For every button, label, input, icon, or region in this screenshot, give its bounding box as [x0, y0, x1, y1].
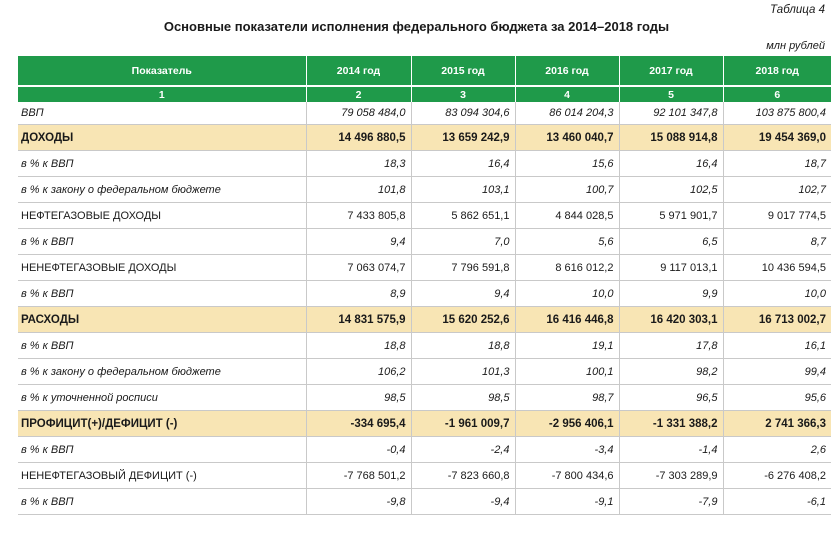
- cell-value: 100,7: [515, 177, 619, 203]
- cell-value: 9 017 774,5: [723, 203, 831, 229]
- cell-value: 102,7: [723, 177, 831, 203]
- column-header: 2018 год: [723, 56, 831, 86]
- cell-value: 96,5: [619, 385, 723, 411]
- row-label: в % к закону о федеральном бюджете: [18, 359, 306, 385]
- cell-value: 7,0: [411, 229, 515, 255]
- column-number: 6: [723, 86, 831, 102]
- column-header: 2015 год: [411, 56, 515, 86]
- row-label: в % к ВВП: [18, 229, 306, 255]
- cell-value: 106,2: [306, 359, 411, 385]
- cell-value: 10,0: [723, 281, 831, 307]
- cell-value: 16,1: [723, 333, 831, 359]
- cell-value: 98,5: [411, 385, 515, 411]
- table-row: [18, 203, 831, 229]
- row-label: НЕФТЕГАЗОВЫЕ ДОХОДЫ: [18, 203, 306, 229]
- cell-value: 101,3: [411, 359, 515, 385]
- row-label: в % к ВВП: [18, 281, 306, 307]
- cell-value: -0,4: [306, 437, 411, 463]
- cell-value: 16 416 446,8: [515, 307, 619, 333]
- column-header: 2016 год: [515, 56, 619, 86]
- cell-value: 98,5: [306, 385, 411, 411]
- table-body: [18, 102, 831, 515]
- cell-value: 10 436 594,5: [723, 255, 831, 281]
- budget-table: [18, 56, 831, 515]
- cell-value: 14 496 880,5: [306, 125, 411, 151]
- table-row: [18, 307, 831, 333]
- cell-value: 101,8: [306, 177, 411, 203]
- cell-value: -9,1: [515, 489, 619, 515]
- cell-value: 13 659 242,9: [411, 125, 515, 151]
- cell-value: 9,4: [306, 229, 411, 255]
- cell-value: -1,4: [619, 437, 723, 463]
- cell-value: 8,7: [723, 229, 831, 255]
- cell-value: 95,6: [723, 385, 831, 411]
- column-header: 2017 год: [619, 56, 723, 86]
- row-label: в % к уточненной росписи: [18, 385, 306, 411]
- cell-value: 18,8: [306, 333, 411, 359]
- cell-value: 5,6: [515, 229, 619, 255]
- cell-value: 5 971 901,7: [619, 203, 723, 229]
- cell-value: -334 695,4: [306, 411, 411, 437]
- cell-value: 8 616 012,2: [515, 255, 619, 281]
- row-label: РАСХОДЫ: [18, 307, 306, 333]
- cell-value: -9,8: [306, 489, 411, 515]
- cell-value: -3,4: [515, 437, 619, 463]
- cell-value: -7 303 289,9: [619, 463, 723, 489]
- column-number-row: [18, 86, 831, 102]
- table-row: [18, 281, 831, 307]
- cell-value: 5 862 651,1: [411, 203, 515, 229]
- cell-value: 18,8: [411, 333, 515, 359]
- table-number: Таблица 4: [770, 4, 825, 16]
- cell-value: 102,5: [619, 177, 723, 203]
- table-row: [18, 359, 831, 385]
- cell-value: 8,9: [306, 281, 411, 307]
- cell-value: 98,7: [515, 385, 619, 411]
- row-label: в % к ВВП: [18, 489, 306, 515]
- table-row: [18, 229, 831, 255]
- cell-value: 7 433 805,8: [306, 203, 411, 229]
- column-header: 2014 год: [306, 56, 411, 86]
- row-label: в % к ВВП: [18, 437, 306, 463]
- row-label: в % к ВВП: [18, 151, 306, 177]
- table-row: [18, 125, 831, 151]
- cell-value: -7 768 501,2: [306, 463, 411, 489]
- cell-value: 19 454 369,0: [723, 125, 831, 151]
- column-number: 5: [619, 86, 723, 102]
- cell-value: 17,8: [619, 333, 723, 359]
- cell-value: -2,4: [411, 437, 515, 463]
- cell-value: 2,6: [723, 437, 831, 463]
- row-label: НЕНЕФТЕГАЗОВЫЕ ДОХОДЫ: [18, 255, 306, 281]
- row-label: в % к закону о федеральном бюджете: [18, 177, 306, 203]
- cell-value: -7,9: [619, 489, 723, 515]
- cell-value: 13 460 040,7: [515, 125, 619, 151]
- cell-value: 92 101 347,8: [619, 102, 723, 125]
- table-row: [18, 255, 831, 281]
- cell-value: 14 831 575,9: [306, 307, 411, 333]
- cell-value: 9,4: [411, 281, 515, 307]
- row-label: ДОХОДЫ: [18, 125, 306, 151]
- table-row: [18, 437, 831, 463]
- row-label: ВВП: [18, 102, 306, 125]
- cell-value: 19,1: [515, 333, 619, 359]
- cell-value: -2 956 406,1: [515, 411, 619, 437]
- cell-value: 2 741 366,3: [723, 411, 831, 437]
- cell-value: 7 796 591,8: [411, 255, 515, 281]
- table-row: [18, 385, 831, 411]
- cell-value: 15 088 914,8: [619, 125, 723, 151]
- cell-value: 16 420 303,1: [619, 307, 723, 333]
- cell-value: -1 331 388,2: [619, 411, 723, 437]
- cell-value: 4 844 028,5: [515, 203, 619, 229]
- cell-value: 86 014 204,3: [515, 102, 619, 125]
- table-row: [18, 489, 831, 515]
- cell-value: 10,0: [515, 281, 619, 307]
- cell-value: 16,4: [619, 151, 723, 177]
- column-number: 2: [306, 86, 411, 102]
- cell-value: 79 058 484,0: [306, 102, 411, 125]
- cell-value: 18,7: [723, 151, 831, 177]
- units-label: млн рублей: [766, 40, 825, 52]
- table-row: [18, 177, 831, 203]
- cell-value: 100,1: [515, 359, 619, 385]
- table-row: [18, 102, 831, 125]
- page-title: Основные показатели исполнения федерального бюджета за 2014–2018 годы: [163, 19, 670, 34]
- table-row: [18, 333, 831, 359]
- row-label: в % к ВВП: [18, 333, 306, 359]
- table-row: [18, 151, 831, 177]
- column-number: 4: [515, 86, 619, 102]
- column-header: Показатель: [18, 56, 306, 86]
- column-number: 3: [411, 86, 515, 102]
- cell-value: -6 276 408,2: [723, 463, 831, 489]
- cell-value: 6,5: [619, 229, 723, 255]
- table-row: [18, 463, 831, 489]
- cell-value: -9,4: [411, 489, 515, 515]
- cell-value: 103 875 800,4: [723, 102, 831, 125]
- cell-value: 103,1: [411, 177, 515, 203]
- cell-value: -6,1: [723, 489, 831, 515]
- cell-value: 15,6: [515, 151, 619, 177]
- cell-value: 18,3: [306, 151, 411, 177]
- cell-value: 7 063 074,7: [306, 255, 411, 281]
- cell-value: 9 117 013,1: [619, 255, 723, 281]
- column-number: 1: [18, 86, 306, 102]
- cell-value: 98,2: [619, 359, 723, 385]
- cell-value: -7 823 660,8: [411, 463, 515, 489]
- cell-value: 99,4: [723, 359, 831, 385]
- cell-value: -1 961 009,7: [411, 411, 515, 437]
- cell-value: 83 094 304,6: [411, 102, 515, 125]
- cell-value: 15 620 252,6: [411, 307, 515, 333]
- row-label: ПРОФИЦИТ(+)/ДЕФИЦИТ (-): [18, 411, 306, 437]
- header-row: [18, 56, 831, 86]
- cell-value: -7 800 434,6: [515, 463, 619, 489]
- cell-value: 16 713 002,7: [723, 307, 831, 333]
- cell-value: 9,9: [619, 281, 723, 307]
- cell-value: 16,4: [411, 151, 515, 177]
- table-row: [18, 411, 831, 437]
- row-label: НЕНЕФТЕГАЗОВЫЙ ДЕФИЦИТ (-): [18, 463, 306, 489]
